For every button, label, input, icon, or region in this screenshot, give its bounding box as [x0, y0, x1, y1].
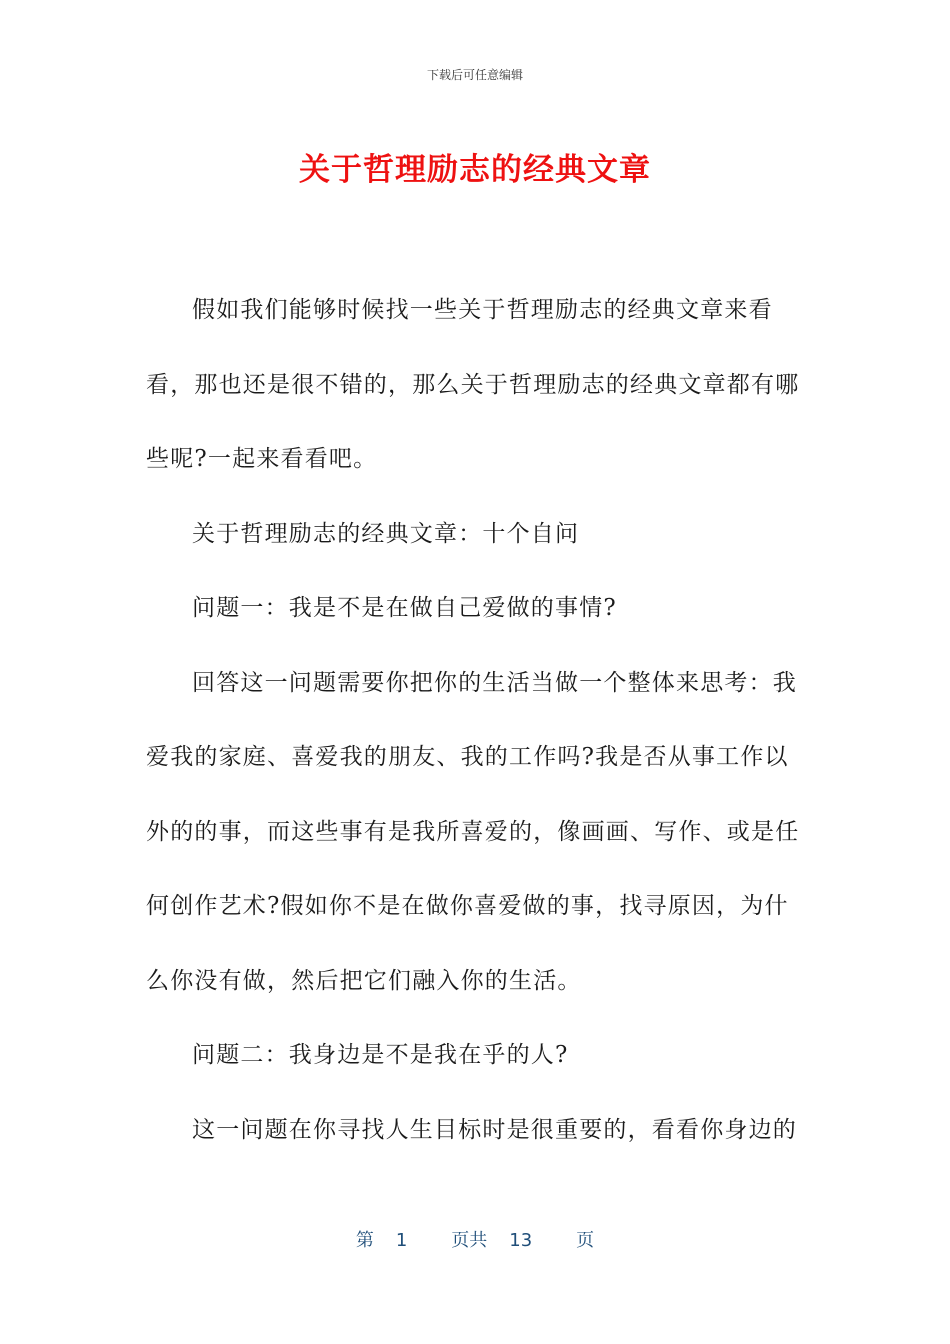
footer-suffix: 页 [576, 1230, 595, 1251]
document-body [146, 273, 806, 1167]
footer-current-page: 1 [395, 1230, 408, 1251]
paragraph: 这一问题在你寻找人生目标时是很重要的，看看你身边的 [192, 1116, 797, 1143]
header-note: 下载后可任意编辑 [426, 68, 523, 82]
paragraph: 关于哲理励志的经典文章：十个自问 [192, 520, 580, 547]
paragraph: 问题二：我身边是不是我在乎的人? [192, 1042, 569, 1068]
paragraph: 假如我们能够时候找一些关于哲理励志的经典文章来看看，那也还是很不错的，那么关于哲理励志的经典文章都有哪些呢?一起来看看吧。 [146, 297, 800, 472]
footer-middle: 页共 [451, 1230, 488, 1251]
footer-prefix: 第 [355, 1230, 374, 1251]
footer-total-pages: 13 [509, 1230, 533, 1251]
document-title: 关于哲理励志的经典文章 [299, 152, 651, 188]
paragraph: 回答这一问题需要你把你的生活当做一个整体来思考：我爱我的家庭、喜爱我的朋友、我的工作吗?我是否从事工作以外的的事，而这些事有是我所喜爱的，像画画、写作、或是任何创作艺术?假如你不是在做你喜爱做的事，找寻原因，为什么你没有做，然后把它们融入你的生活。 [146, 669, 800, 994]
page-footer [0, 1226, 950, 1252]
paragraph: 问题一：我是不是在做自己爱做的事情? [192, 595, 617, 621]
